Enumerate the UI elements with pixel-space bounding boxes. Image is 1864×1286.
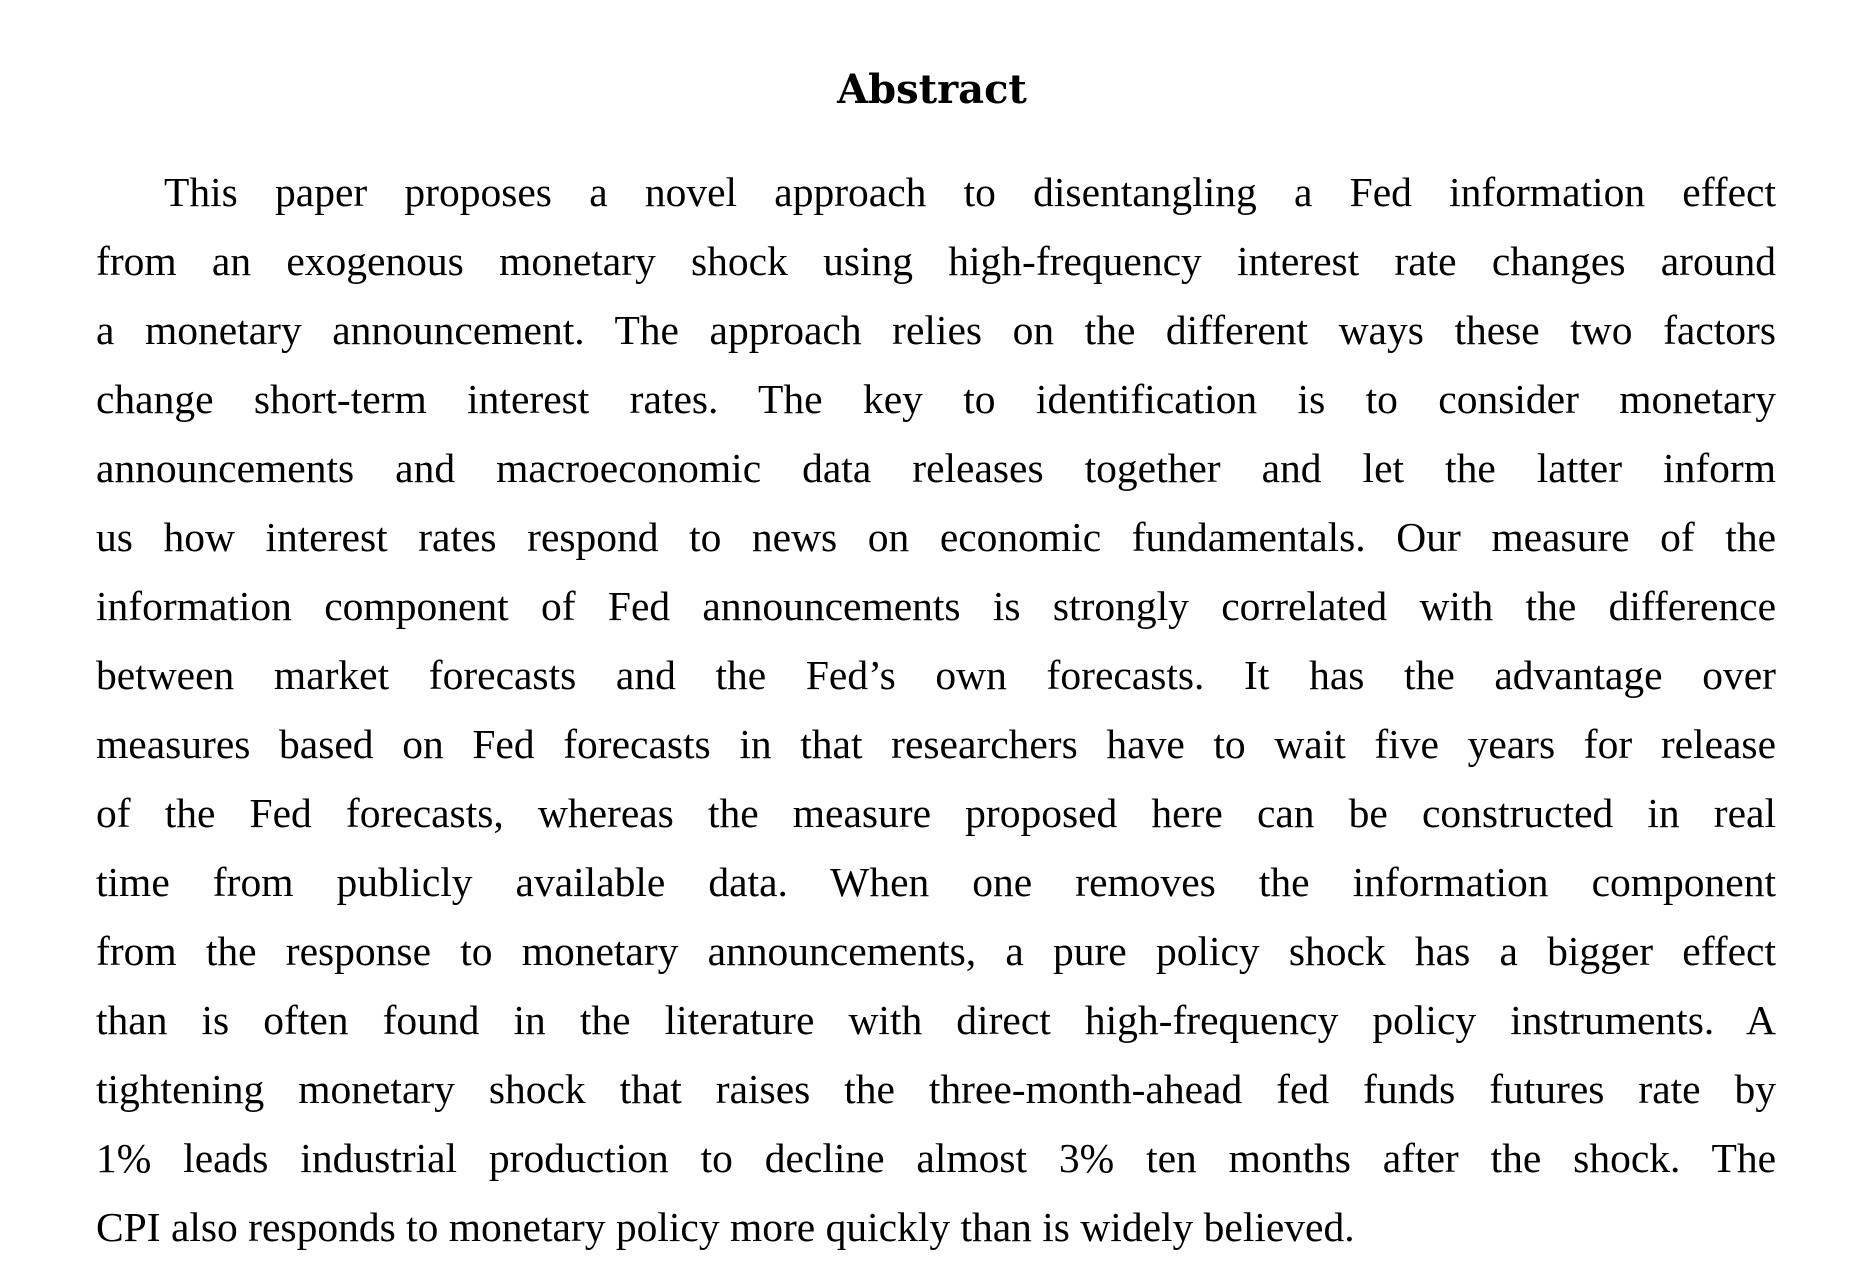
- abstract-heading: Abstract: [837, 66, 1027, 113]
- abstract-line: between market forecasts and the Fed’s own forecasts. It has the advantage over: [96, 652, 1776, 698]
- abstract-line: from the response to monetary announcements, a pure policy shock has a bigger effect: [96, 928, 1776, 974]
- abstract-line: CPI also responds to monetary policy more quickly than is widely believed.: [96, 1204, 1355, 1250]
- abstract-line: than is often found in the literature with direct high-frequency policy instruments. A: [96, 997, 1776, 1043]
- abstract-line: a monetary announcement. The approach relies on the different ways these two factors: [96, 307, 1776, 353]
- abstract-line: of the Fed forecasts, whereas the measure proposed here can be constructed in real: [96, 790, 1776, 836]
- abstract-paragraph: [96, 158, 1776, 1262]
- abstract-line: from an exogenous monetary shock using high-frequency interest rate changes around: [96, 238, 1776, 284]
- abstract-line: This paper proposes a novel approach to disentangling a Fed information effect: [164, 169, 1776, 215]
- abstract-line: announcements and macroeconomic data releases together and let the latter inform: [96, 445, 1776, 491]
- abstract-line: measures based on Fed forecasts in that researchers have to wait five years for release: [96, 721, 1776, 767]
- abstract-line: information component of Fed announcements is strongly correlated with the difference: [96, 583, 1776, 629]
- abstract-line: change short-term interest rates. The key to identification is to consider monetary: [96, 376, 1776, 422]
- abstract-line: us how interest rates respond to news on economic fundamentals. Our measure of the: [96, 514, 1776, 560]
- abstract-line: tightening monetary shock that raises the three-month-ahead fed funds futures rate by: [96, 1066, 1776, 1112]
- abstract-line: 1% leads industrial production to decline almost 3% ten months after the shock. The: [96, 1135, 1776, 1181]
- abstract-line: time from publicly available data. When one removes the information component: [96, 859, 1776, 905]
